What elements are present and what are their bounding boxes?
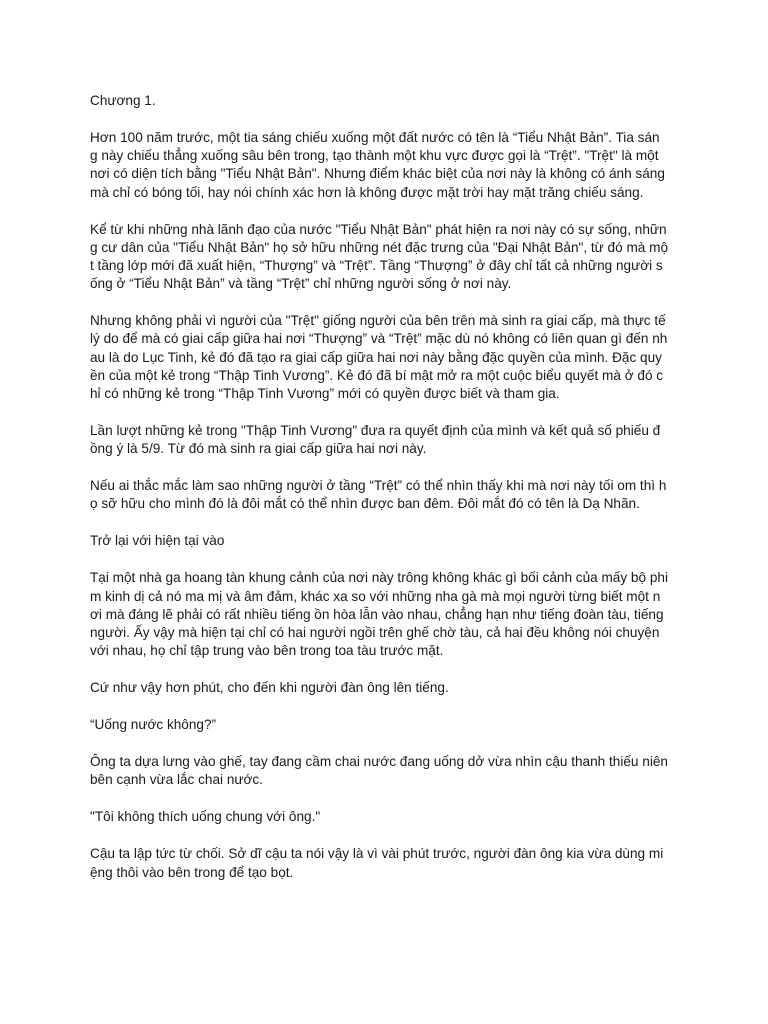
paragraph: Cậu ta lập tức từ chối. Sở dĩ cậu ta nói vậy là vì vài phút trước, người đàn ông kia vừa dùng mi ệng thôi vào bên trong để tạo bọt.: [90, 846, 664, 880]
paragraph: Ông ta dựa lưng vào ghế, tay đang cầm chai nước đang uống dở vừa nhìn cậu thanh thiếu niên bên cạnh vừa lắc chai nước.: [90, 754, 668, 788]
paragraph-gap: [90, 514, 682, 533]
paragraph-gap: [90, 110, 682, 129]
paragraph: Tại một nhà ga hoang tàn khung cảnh của nơi này trông không khác gì bối cảnh của mấy bộ phi m kinh dị cả nó ma mị và âm đảm, khác xa so với những nha gà mà mọi người từng biết một n ơi mà đáng lẽ phải có rất nhiều tiếng ồn hòa lẫn vào nhau, chẳng hạn như tiếng đoàn tàu, tiếng người. Ấy vậy mà hiện tại chỉ có hai người ngồi trên ghế chờ tàu, cả hai đều không nói chuyện với nhau, họ chỉ tập trung vào bên trong toa tàu trước mặt.: [90, 570, 668, 659]
paragraph-gap: [90, 734, 682, 753]
paragraph-gap: [90, 660, 682, 679]
paragraph-gap: [90, 202, 682, 221]
paragraph-gap: [90, 403, 682, 422]
paragraph: Trở lại với hiện tại vào: [90, 533, 225, 549]
paragraph: Nếu ai thắc mắc làm sao những người ở tầng “Trệt” có thể nhìn thấy khi mà nơi này tối om thì h ọ sỡ hữu cho mình đó là đôi mắt có thể nhìn được ban đêm. Đôi mắt đó có tên là Dạ Nhãn.: [90, 478, 667, 512]
paragraph: Hơn 100 năm trước, một tia sáng chiếu xuống một đất nước có tên là “Tiểu Nhật Bản”. Tia sán g này chiếu thẳng xuống sâu bên trong, tạo thành một khu vực được gọi là “Trệt”. "Trệt" là một nơi có diện tích bằng "Tiểu Nhật Bản". Nhưng điểm khác biệt của nơi này là không có ánh sáng mà chỉ có bóng tối, hay nói chính xác hơn là không được mặt trời hay mặt trăng chiếu sáng.: [90, 130, 665, 200]
paragraph: Nhưng không phải vì người của "Trệt" giống người của bên trên mà sinh ra giai cấp, mà thực tế lý do để mà có giai cấp giữa hai nơi “Thượng” và “Trệt” mặc dù nó không có liên quan gì đến nh au là do Lục Tinh, kẻ đó đã tạo ra giai cấp giữa hai nơi này bằng đặc quyền của mình. Đặc quy ền của một kẻ trong “Thập Tinh Vương”. Kẻ đó đã bí mật mở ra một cuộc biểu quyết mà ở đó c hỉ có những kẻ trong “Thập Tinh Vương” mới có quyền được biết và tham gia.: [90, 313, 668, 402]
dialogue-line: "Tôi không thích uống chung với ông.": [90, 809, 321, 825]
paragraph-gap: [90, 458, 682, 477]
paragraph: Lần lượt những kẻ trong "Thập Tinh Vương" đưa ra quyết định của mình và kết quả số phiếu đ ồng ý là 5/9. Từ đó mà sinh ra giai cấp giữa hai nơi này.: [90, 423, 661, 457]
paragraph-gap: [90, 697, 682, 716]
paragraph: Kể từ khi những nhà lãnh đạo của nước "Tiểu Nhật Bản" phát hiện ra nơi này có sự sống, nhữn g cư dân của "Tiểu Nhật Bản" họ sở hữu những nét đặc trưng của "Đại Nhật Bản", từ đó mà mộ t tầng lớp mới đã xuất hiện, “Thượng” và “Trệt”. Tầng “Thượng” ở đây chỉ tất cả những người s ống ở “Tiểu Nhật Bản” và tầng “Trệt” chỉ những người sống ở nơi này.: [90, 221, 668, 292]
dialogue-line: “Uống nước không?”: [90, 717, 217, 733]
paragraph-gap: [90, 827, 682, 846]
paragraph-gap: [90, 790, 682, 809]
document-page: [90, 92, 682, 882]
paragraph-gap: [90, 293, 682, 312]
chapter-title: Chương 1.: [90, 93, 156, 108]
paragraph: Cứ như vậy hơn phút, cho đến khi người đàn ông lên tiếng.: [90, 680, 449, 696]
paragraph-gap: [90, 551, 682, 570]
